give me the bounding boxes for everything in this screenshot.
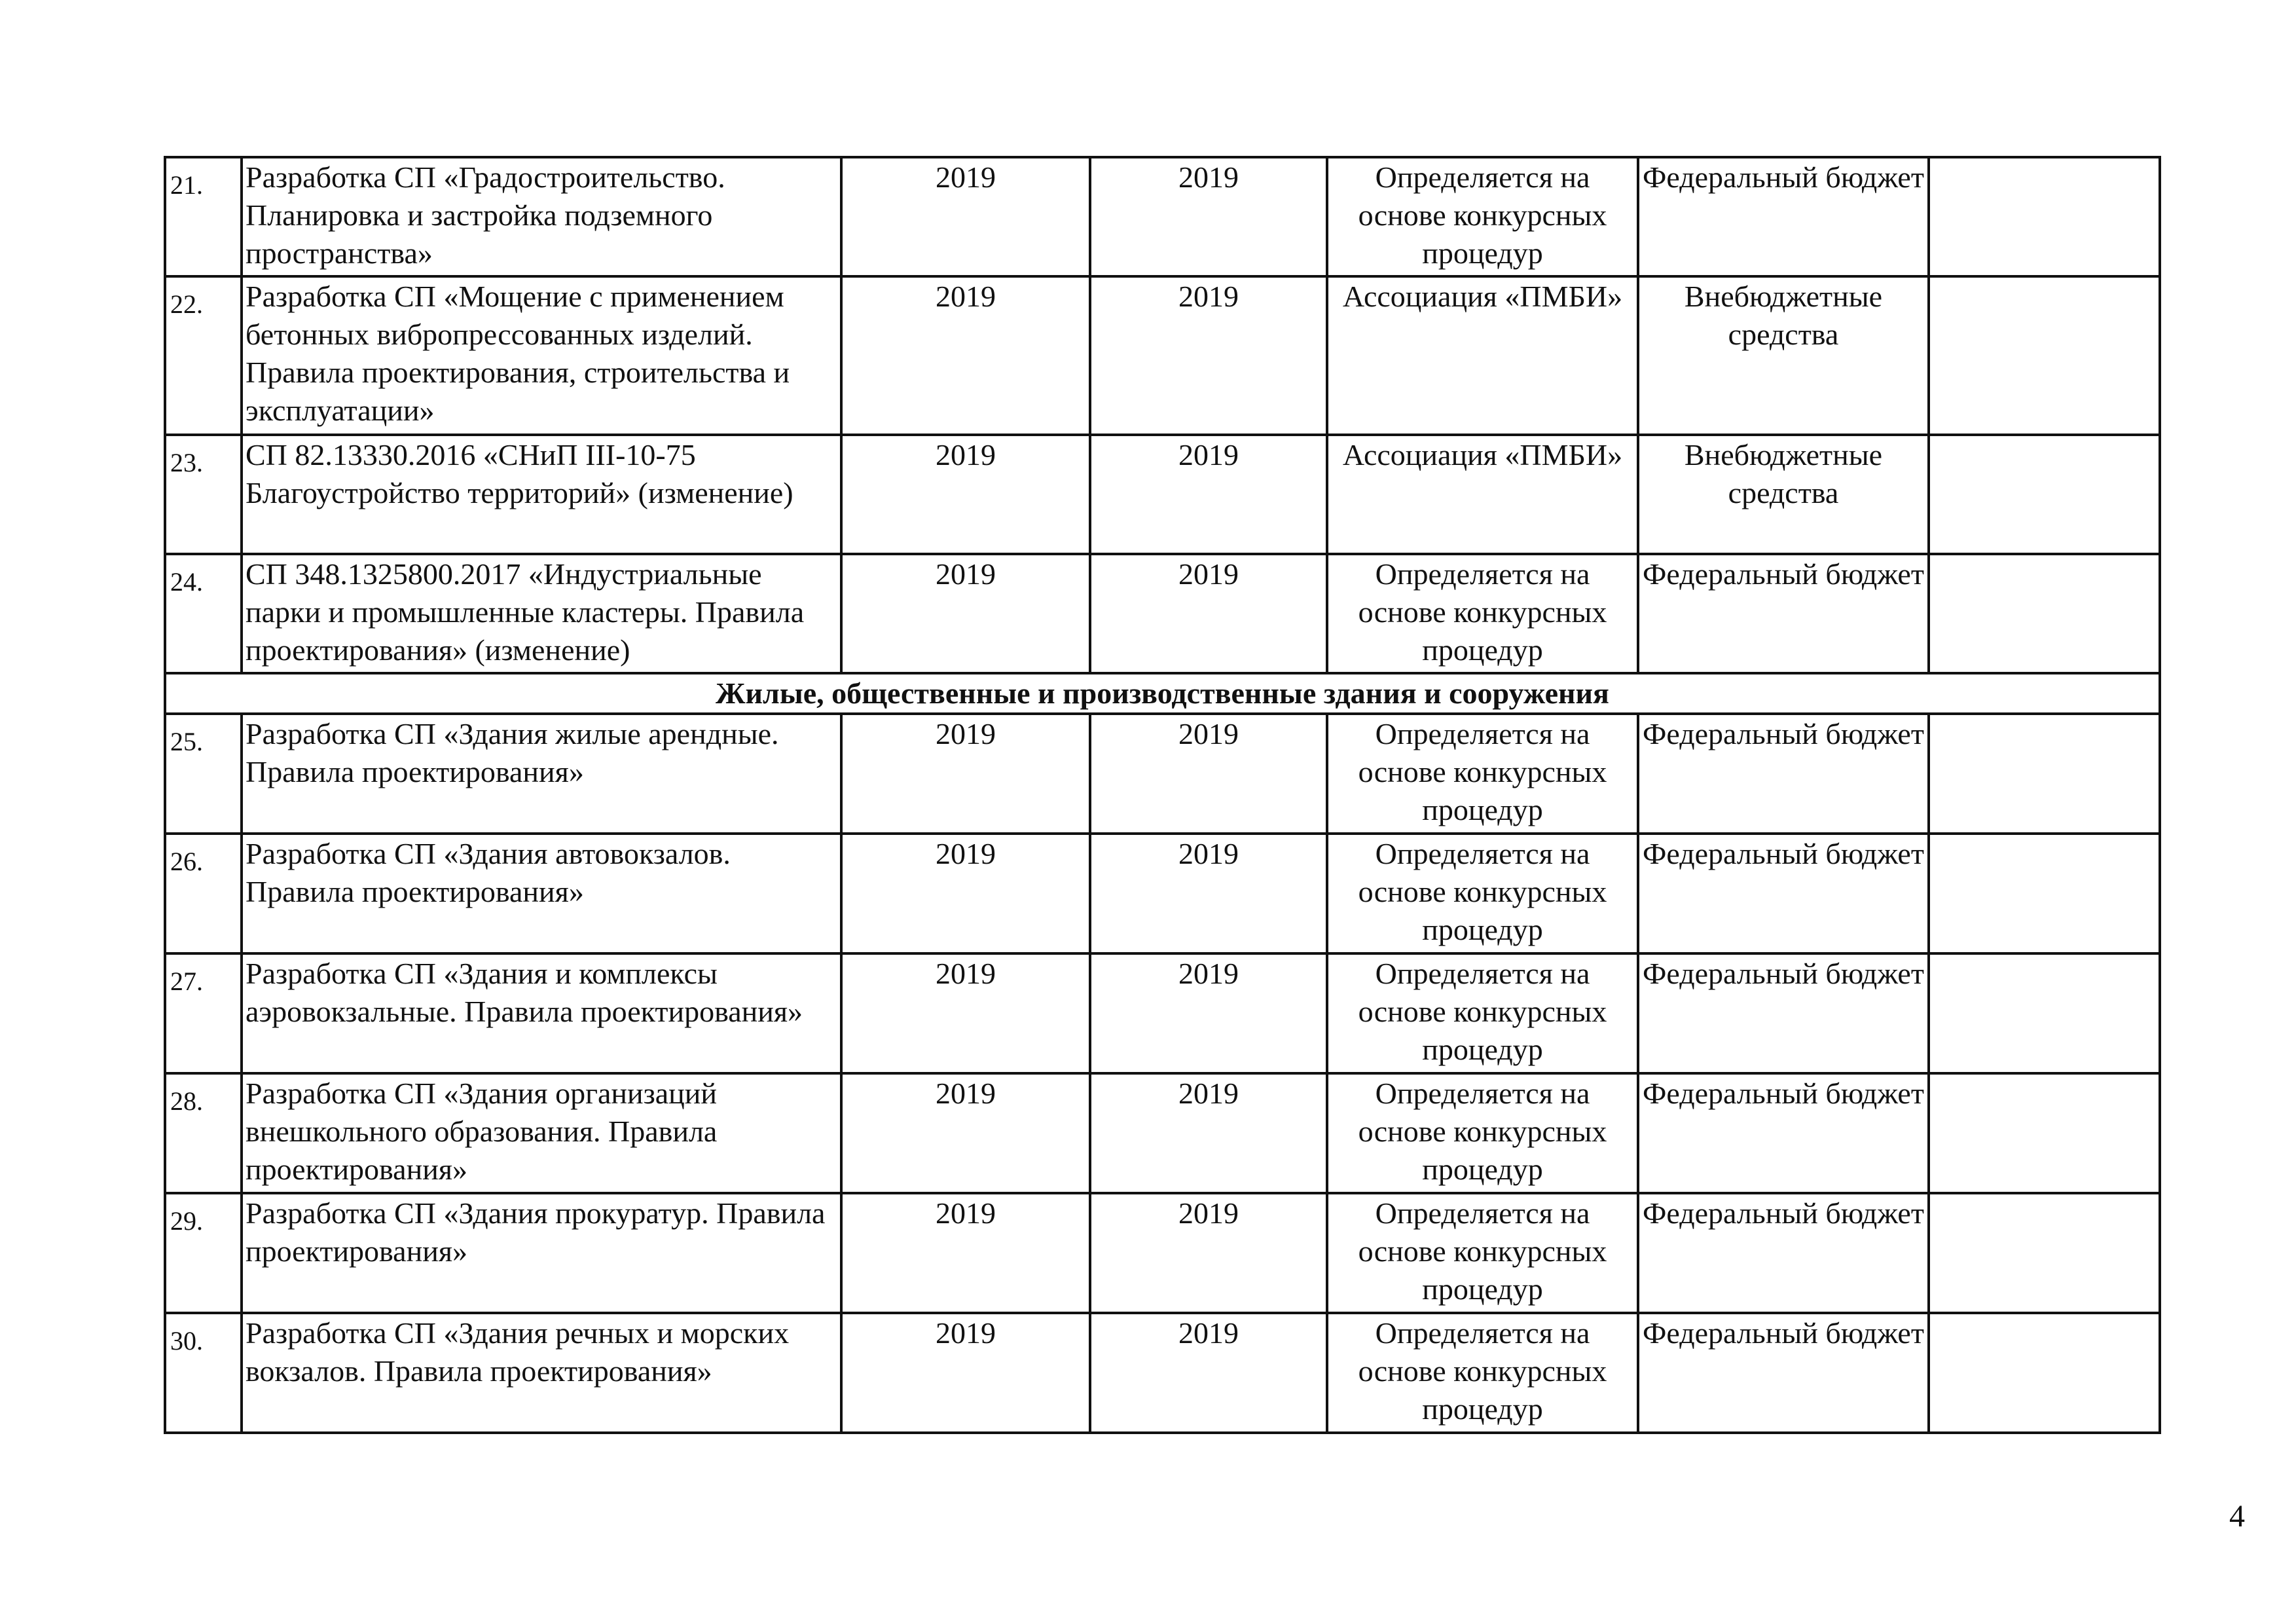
table-row xyxy=(165,1193,2160,1313)
table-row xyxy=(165,953,2160,1073)
funding-source: Федеральный бюджет xyxy=(1638,953,1929,1073)
executor: Определяется на основе конкурсных процедур xyxy=(1327,953,1638,1073)
work-title: Разработка СП «Градостроительство. Планировка и застройка подземного пространства» xyxy=(242,157,841,276)
note xyxy=(1929,953,2160,1073)
note xyxy=(1929,1313,2160,1433)
year-end: 2019 xyxy=(1090,953,1327,1073)
note xyxy=(1929,834,2160,953)
table-row xyxy=(165,1313,2160,1433)
row-number: 26. xyxy=(165,834,242,953)
note xyxy=(1929,276,2160,435)
row-number: 24. xyxy=(165,554,242,673)
table-row xyxy=(165,435,2160,554)
executor: Определяется на основе конкурсных процедур xyxy=(1327,834,1638,953)
year-end: 2019 xyxy=(1090,554,1327,673)
year-start: 2019 xyxy=(841,1073,1090,1193)
year-end: 2019 xyxy=(1090,157,1327,276)
work-title: Разработка СП «Здания организаций внешкольного образования. Правила проектирования» xyxy=(242,1073,841,1193)
funding-source: Федеральный бюджет xyxy=(1638,554,1929,673)
funding-source: Внебюджетные средства xyxy=(1638,276,1929,435)
year-start: 2019 xyxy=(841,1313,1090,1433)
funding-source: Внебюджетные средства xyxy=(1638,435,1929,554)
work-title: Разработка СП «Здания прокуратур. Правила проектирования» xyxy=(242,1193,841,1313)
work-title: Разработка СП «Здания и комплексы аэровокзальные. Правила проектирования» xyxy=(242,953,841,1073)
executor: Определяется на основе конкурсных процедур xyxy=(1327,1313,1638,1433)
note xyxy=(1929,1073,2160,1193)
table-row xyxy=(165,1073,2160,1193)
executor: Определяется на основе конкурсных процедур xyxy=(1327,157,1638,276)
work-title: СП 348.1325800.2017 «Индустриальные парки и промышленные кластеры. Правила проектирования» (изменение) xyxy=(242,554,841,673)
note xyxy=(1929,554,2160,673)
work-title: Разработка СП «Здания автовокзалов. Правила проектирования» xyxy=(242,834,841,953)
funding-source: Федеральный бюджет xyxy=(1638,1193,1929,1313)
work-title: Разработка СП «Здания жилые арендные. Правила проектирования» xyxy=(242,714,841,834)
executor: Ассоциация «ПМБИ» xyxy=(1327,435,1638,554)
row-number: 30. xyxy=(165,1313,242,1433)
work-title: Разработка СП «Мощение с применением бетонных вибропрессованных изделий. Правила проектирования, строительства и эксплуатации» xyxy=(242,276,841,435)
executor: Ассоциация «ПМБИ» xyxy=(1327,276,1638,435)
executor: Определяется на основе конкурсных процедур xyxy=(1327,1193,1638,1313)
year-end: 2019 xyxy=(1090,834,1327,953)
year-start: 2019 xyxy=(841,554,1090,673)
year-start: 2019 xyxy=(841,1193,1090,1313)
year-start: 2019 xyxy=(841,714,1090,834)
executor: Определяется на основе конкурсных процедур xyxy=(1327,1073,1638,1193)
row-number: 22. xyxy=(165,276,242,435)
row-number: 21. xyxy=(165,157,242,276)
executor: Определяется на основе конкурсных процедур xyxy=(1327,714,1638,834)
year-end: 2019 xyxy=(1090,1073,1327,1193)
page-number: 4 xyxy=(2229,1499,2245,1534)
year-end: 2019 xyxy=(1090,1313,1327,1433)
funding-source: Федеральный бюджет xyxy=(1638,714,1929,834)
table-row xyxy=(165,834,2160,953)
row-number: 27. xyxy=(165,953,242,1073)
note xyxy=(1929,714,2160,834)
year-start: 2019 xyxy=(841,435,1090,554)
note xyxy=(1929,157,2160,276)
year-start: 2019 xyxy=(841,834,1090,953)
section-heading: Жилые, общественные и производственные здания и сооружения xyxy=(165,673,2160,714)
row-number: 25. xyxy=(165,714,242,834)
row-number: 29. xyxy=(165,1193,242,1313)
executor: Определяется на основе конкурсных процедур xyxy=(1327,554,1638,673)
row-number: 23. xyxy=(165,435,242,554)
year-end: 2019 xyxy=(1090,1193,1327,1313)
table-row xyxy=(165,554,2160,673)
work-title: Разработка СП «Здания речных и морских вокзалов. Правила проектирования» xyxy=(242,1313,841,1433)
section-heading-row xyxy=(165,673,2160,714)
funding-source: Федеральный бюджет xyxy=(1638,1313,1929,1433)
note xyxy=(1929,1193,2160,1313)
year-end: 2019 xyxy=(1090,276,1327,435)
year-end: 2019 xyxy=(1090,714,1327,834)
table-row xyxy=(165,157,2160,276)
table-row xyxy=(165,714,2160,834)
funding-source: Федеральный бюджет xyxy=(1638,157,1929,276)
note xyxy=(1929,435,2160,554)
year-start: 2019 xyxy=(841,276,1090,435)
work-title: СП 82.13330.2016 «СНиП III-10-75 Благоустройство территорий» (изменение) xyxy=(242,435,841,554)
funding-source: Федеральный бюджет xyxy=(1638,834,1929,953)
year-start: 2019 xyxy=(841,157,1090,276)
funding-source: Федеральный бюджет xyxy=(1638,1073,1929,1193)
table-row xyxy=(165,276,2160,435)
row-number: 28. xyxy=(165,1073,242,1193)
year-end: 2019 xyxy=(1090,435,1327,554)
plan-table xyxy=(164,156,2161,1434)
year-start: 2019 xyxy=(841,953,1090,1073)
